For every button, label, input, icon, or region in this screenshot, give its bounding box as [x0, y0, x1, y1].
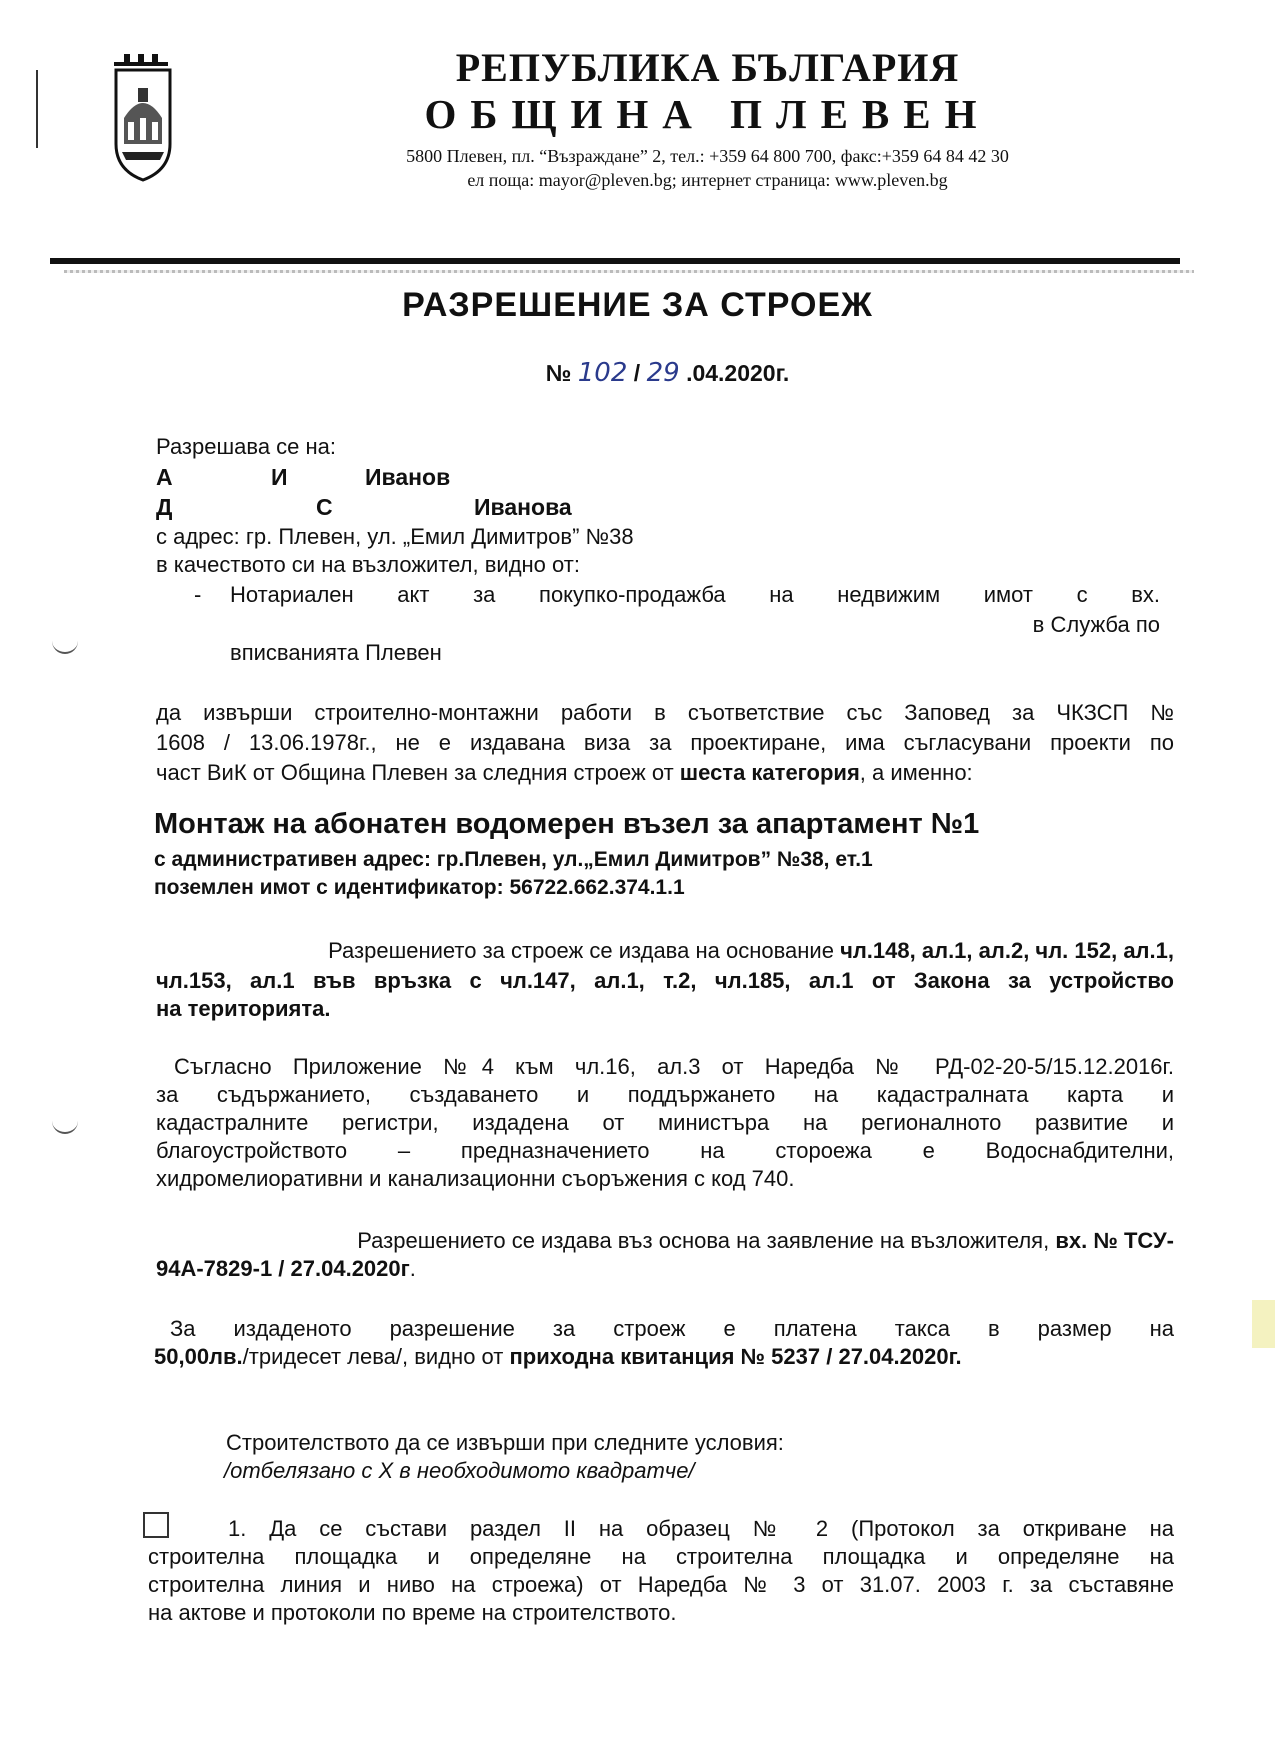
condition-1-line: строителна линия и ниво на строежа) от Наредба № 3 от 31.07. 2003 г. за съставяне: [148, 1572, 1174, 1597]
conditions-note: /отбелязано с Х в необходимото квадратче/: [224, 1458, 695, 1483]
grantee-capacity: в качеството си на възложител, видно от:: [156, 552, 580, 577]
number-separator: /: [633, 360, 641, 386]
receipt-number: приходна квитанция № 5237 / 27.04.2020г.: [509, 1344, 962, 1369]
notary-act-line: вписванията Плевен: [230, 640, 442, 665]
header-country: РЕПУБЛИКА БЪЛГАРИЯ: [455, 45, 960, 90]
condition-1-line: строителна площадка и определяне на строителна площадка и определяне на: [148, 1544, 1174, 1569]
application-number: 94А-7829-1 / 27.04.2020г: [156, 1256, 410, 1281]
fee-line: За издаденото разрешение за строеж е платена такса в размер на: [170, 1316, 1174, 1341]
number-prefix: №: [545, 360, 572, 386]
permission-line: част ВиК от Община Плевен за следния строеж от шеста категория, а именно:: [156, 760, 973, 785]
purpose-line: хидромелиоративни и канализационни съоръжения с код 740.: [156, 1166, 795, 1191]
handwritten-day: 29: [646, 358, 680, 388]
document-title: РАЗРЕШЕНИЕ ЗА СТРОЕЖ: [402, 286, 873, 324]
purpose-line: Съгласно Приложение №4 към чл.16, ал.3 от Наредба № РД-02-20-5/15.12.2016г.: [174, 1054, 1174, 1079]
permit-number: [0, 358, 1275, 388]
punch-hole-mark: [52, 640, 78, 654]
bullet-dash: -: [194, 582, 202, 607]
category: шеста категория: [679, 760, 860, 785]
purpose-line: за съдържанието, създаването и поддържането на кадастралната карта и: [156, 1082, 1174, 1107]
permission-line: да извърши строително-монтажни работи в съответствие със Заповед за ЧКЗСП №: [156, 700, 1174, 725]
header-contacts: ел поща: mayor@pleven.bg; интернет страница: www.pleven.bg: [467, 170, 948, 190]
basis-line: на територията.: [156, 996, 331, 1021]
condition-1-line: на актове и протоколи по време на строителството.: [148, 1600, 677, 1625]
basis-line: Разрешението за строеж се издава на основание чл.148, ал.1, ал.2, чл. 152, ал.1,: [328, 938, 1174, 963]
header-municipality: ОБЩИНА ПЛЕВЕН: [424, 91, 991, 137]
handwritten-number: 102: [577, 358, 628, 388]
object-parcel: поземлен имот с идентификатор: 56722.662.374.1.1: [154, 876, 685, 899]
fee-amount: 50,00лв.: [154, 1344, 243, 1369]
notary-act-line: в Служба по: [1032, 612, 1160, 637]
purpose-line: кадастралните регистри, издадена от министъра на регионалното развитие и: [156, 1110, 1174, 1135]
permission-line: 1608 / 13.06.1978г., не е издавана виза за проектиране, има съгласувани проекти по: [156, 730, 1174, 755]
application-line: 94А-7829-1 / 27.04.2020г.: [156, 1256, 416, 1281]
header-divider: [50, 258, 1180, 264]
notary-act-line: Нотариален акт за покупко-продажба на недвижим имот с вх.: [230, 582, 1160, 607]
construction-object: Монтаж на абонатен водомерен възел за апартамент №1: [154, 808, 980, 840]
fee-line: 50,00лв./тридесет лева/, видно от приходна квитанция № 5237 / 27.04.2020г.: [154, 1344, 962, 1369]
conditions-intro: Строителството да се извърши при следните условия:: [226, 1430, 784, 1455]
purpose-line: благоустройството – предназначението на стороежа е Водоснабдителни,: [156, 1138, 1174, 1163]
application-line: Разрешението се издава въз основа на заявление на възложителя, вх. № ТСУ-: [357, 1228, 1174, 1253]
punch-hole-mark: [52, 1120, 78, 1134]
sticky-tab: [1252, 1300, 1275, 1348]
condition-1-line: 1. Да се състави раздел II на образец № 2 (Протокол за откриване на: [228, 1516, 1174, 1541]
condition-1-checkbox[interactable]: [143, 1512, 169, 1538]
grantee-intro: Разрешава се на:: [156, 434, 337, 459]
grantee-address: с адрес: гр. Плевен, ул. „Емил Димитров” №38: [156, 524, 634, 549]
basis-line: чл.153, ал.1 във връзка с чл.147, ал.1, т.2, чл.185, ал.1 от Закона за устройство: [156, 968, 1174, 993]
header-divider-dotted: [64, 270, 1194, 273]
number-date-suffix: .04.2020г.: [686, 360, 790, 386]
object-address: с административен адрес: гр.Плевен, ул.„Емил Димитров” №38, ет.1: [154, 848, 873, 871]
header-address: 5800 Плевен, пл. “Възраждане” 2, тел.: +359 64 800 700, факс:+359 64 84 42 30: [406, 146, 1009, 166]
